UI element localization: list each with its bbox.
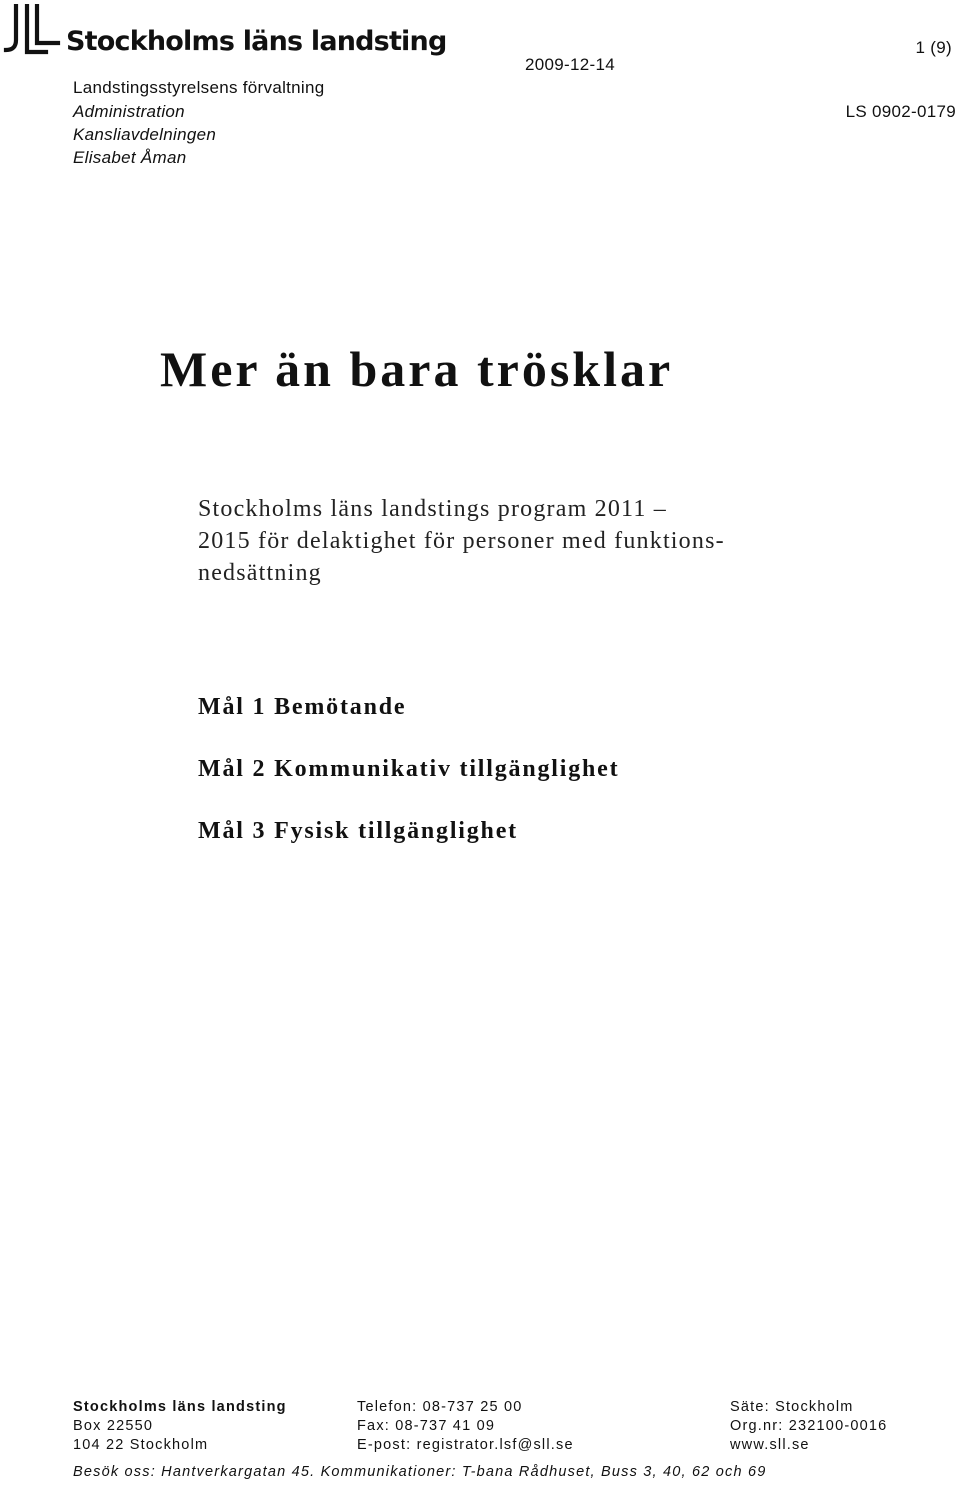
page-number: 1 (9) <box>915 38 952 57</box>
footer-email: E-post: registrator.lsf@sll.se <box>357 1437 574 1453</box>
goal-item: Mål 2 Kommunikativ tillgänglighet <box>198 756 620 782</box>
org-division: Administration <box>73 102 185 121</box>
subtitle-line: nedsättning <box>198 560 322 586</box>
org-author: Elisabet Åman <box>73 148 187 167</box>
sll-logo-mark-icon <box>0 4 62 56</box>
footer-org-name: Stockholms läns landsting <box>73 1399 287 1415</box>
logo-wordmark: Stockholms läns landsting <box>66 26 447 57</box>
document-date: 2009-12-14 <box>525 55 615 74</box>
org-department: Landstingsstyrelsens förvaltning <box>73 78 325 97</box>
footer-website: www.sll.se <box>730 1437 810 1453</box>
footer-org-number: Org.nr: 232100-0016 <box>730 1418 888 1434</box>
footer-fax: Fax: 08-737 41 09 <box>357 1418 496 1434</box>
footer-box: Box 22550 <box>73 1418 154 1434</box>
footer-phone: Telefon: 08-737 25 00 <box>357 1399 523 1415</box>
footer-visit-info: Besök oss: Hantverkargatan 45. Kommunikationer: T-bana Rådhuset, Buss 3, 40, 62 och 69 <box>73 1464 767 1480</box>
document-title: Mer än bara trösklar <box>160 341 674 397</box>
reference-number: LS 0902-0179 <box>845 102 956 121</box>
subtitle-line: Stockholms läns landstings program 2011 – <box>198 496 667 522</box>
footer-seat: Säte: Stockholm <box>730 1399 854 1415</box>
footer-city: 104 22 Stockholm <box>73 1437 209 1453</box>
subtitle-line: 2015 för delaktighet för personer med funktions- <box>198 528 725 554</box>
goal-item: Mål 3 Fysisk tillgänglighet <box>198 818 518 844</box>
goal-item: Mål 1 Bemötande <box>198 694 407 720</box>
org-unit: Kansliavdelningen <box>73 125 217 144</box>
